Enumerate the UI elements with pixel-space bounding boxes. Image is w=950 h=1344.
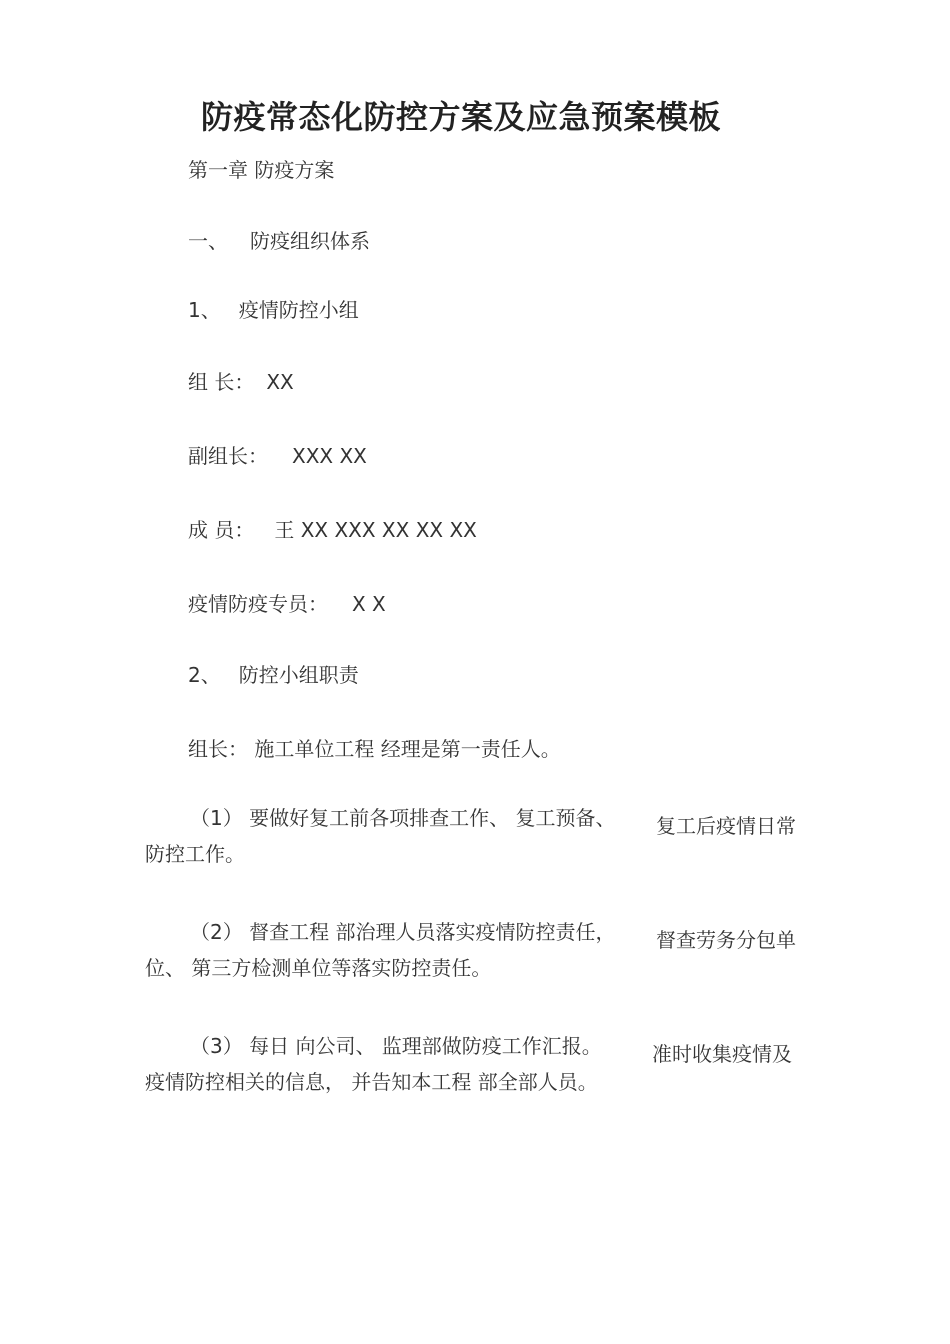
duty-item-1: [0, 804, 950, 884]
duty-item-2: [0, 918, 950, 998]
duty-item-text-continued: 准时收集疫情及: [652, 1042, 792, 1066]
duty-item-text: （1） 要做好复工前各项排查工作、 复工预备、: [190, 806, 616, 830]
specialist-label: 疫情防疫专员：: [188, 592, 328, 616]
leader-label: 组 长：: [188, 370, 255, 394]
duty-item-text-wrap: 位、 第三方检测单位等落实防控责任。: [145, 956, 492, 980]
leader-value: XX: [266, 370, 294, 394]
duty-item-text: （3） 每日 向公司、 监理部做防疫工作汇报。: [190, 1034, 602, 1058]
members-value: 王 XX XXX XX XX XX: [274, 518, 477, 542]
duty-item-text-wrap: 防控工作。: [145, 842, 245, 866]
subsection-marker: 1、: [188, 298, 221, 322]
duty-item-3: [0, 1032, 950, 1112]
specialist-line: [188, 590, 386, 618]
duty-item-text-continued: 复工后疫情日常: [656, 814, 796, 838]
leader-duty-line: 组长： 施工单位工程 经理是第一责任人。: [188, 737, 561, 761]
members-line: [188, 516, 477, 544]
duty-item-text-wrap: 疫情防控相关的信息， 并告知本工程 部全部人员。: [145, 1070, 598, 1094]
subsection-label: 防控小组职责: [238, 663, 359, 687]
duty-item-text: （2） 督查工程 部治理人员落实疫情防控责任，: [190, 920, 616, 944]
duty-item-text-continued: 督查劳务分包单: [656, 928, 796, 952]
vice-leader-line: [188, 442, 367, 470]
subsection-heading-control-team: [188, 296, 359, 324]
section-heading-org-system: [188, 227, 370, 255]
section-label: 防疫组织体系: [250, 229, 370, 253]
section-marker: 一、: [188, 229, 228, 253]
chapter-heading: 第一章 防疫方案: [188, 158, 335, 182]
vice-leader-label: 副组长：: [188, 444, 268, 468]
members-label: 成 员：: [188, 518, 255, 542]
subsection-label: 疫情防控小组: [238, 298, 359, 322]
specialist-value: X X: [352, 592, 386, 616]
subsection-marker: 2、: [188, 663, 221, 687]
subsection-heading-duties: [188, 661, 359, 689]
document-title: 防疫常态化防控方案及应急预案模板: [200, 98, 721, 136]
vice-leader-value: XXX XX: [292, 444, 367, 468]
leader-line: [188, 368, 294, 396]
